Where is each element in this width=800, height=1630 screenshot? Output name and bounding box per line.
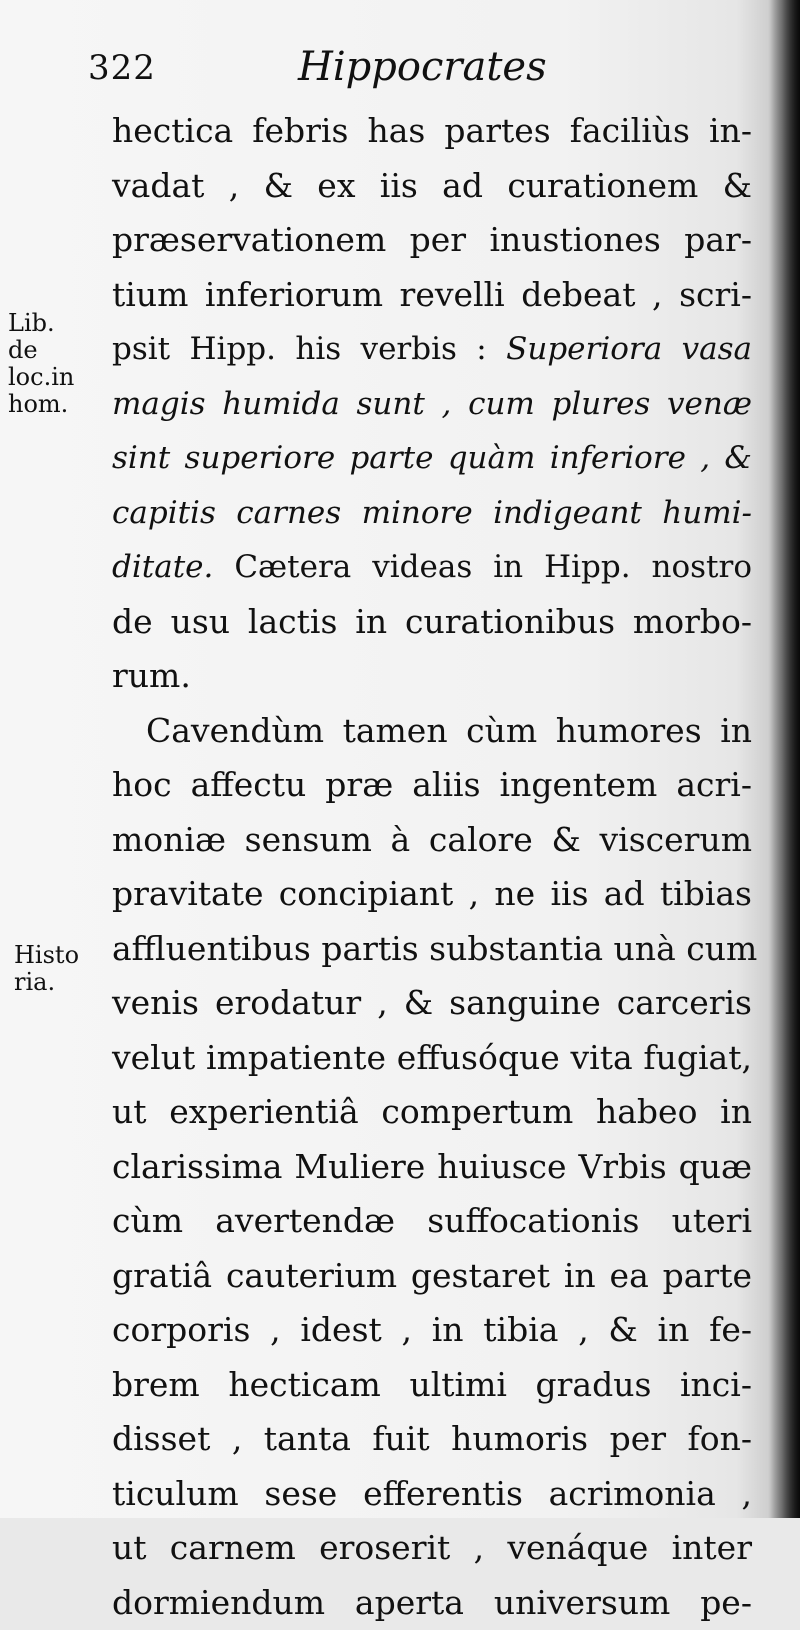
text-line: de usu lactis in curationibus morbo-: [112, 595, 752, 650]
text-line: ut carnem eroserit , venáque inter: [112, 1521, 752, 1576]
body-text: [112, 104, 752, 1630]
page-gutter-shadow: [770, 0, 800, 1518]
text-line: brem hecticam ultimi gradus inci-: [112, 1358, 752, 1413]
text-line: vadat , & ex iis ad curationem &: [112, 159, 752, 214]
text-line: hoc affectu præ aliis ingentem acri-: [112, 758, 752, 813]
quotation-italic: ditate.: [112, 549, 213, 585]
margin-note-line: loc.in: [8, 364, 74, 391]
margin-note-historia: [14, 942, 79, 996]
text-line: Cavendùm tamen cùm humores in: [112, 704, 752, 759]
margin-note-line: Lib.: [8, 310, 74, 337]
quotation-italic: Superiora vasa: [506, 331, 752, 367]
text-line: disset , tanta fuit humoris per fon-: [112, 1412, 752, 1467]
text-line: corporis , idest , in tibia , & in fe-: [112, 1303, 752, 1358]
quotation-line: capitis carnes minore indigeant humi-: [112, 486, 752, 541]
text-line: moniæ sensum à calore & viscerum: [112, 813, 752, 868]
text-line: cùm avertendæ suffocationis uteri: [112, 1194, 752, 1249]
text-line: ticulum sese efferentis acrimonia ,: [112, 1467, 752, 1522]
text-line: tium inferiorum revelli debeat , scri-: [112, 268, 752, 323]
text-roman: Cætera videas in Hipp. nostro: [234, 549, 752, 585]
page-header: [88, 44, 688, 104]
margin-note-line: de: [8, 337, 74, 364]
text-line: rum.: [112, 649, 752, 704]
text-line: clarissima Muliere huiusce Vrbis quæ: [112, 1140, 752, 1195]
text-roman: psit Hipp. his verbis :: [112, 331, 487, 367]
quotation-line: sint superiore parte quàm inferiore , &: [112, 431, 752, 486]
text-line: gratiâ cauterium gestaret in ea parte: [112, 1249, 752, 1304]
text-line: affluentibus partis substantia unà cum: [112, 922, 752, 977]
margin-note-line: Histo: [14, 942, 79, 969]
text-line: ut experientiâ compertum habeo in: [112, 1085, 752, 1140]
margin-note-reference: [8, 310, 74, 418]
text-line: pravitate concipiant , ne iis ad tibias: [112, 867, 752, 922]
text-line: dormiendum aperta universum pe-: [112, 1576, 752, 1630]
text-line: hectica febris has partes faciliùs in-: [112, 104, 752, 159]
margin-note-line: ria.: [14, 969, 79, 996]
text-line: [112, 540, 752, 595]
text-line: præservationem per inustiones par-: [112, 213, 752, 268]
margin-note-line: hom.: [8, 391, 74, 418]
quotation-line: magis humida sunt , cum plures venæ: [112, 377, 752, 432]
page-number: 322: [88, 48, 156, 88]
running-title: Hippocrates: [298, 44, 547, 90]
text-line: velut impatiente effusóque vita fugiat,: [112, 1031, 752, 1086]
text-line: [112, 322, 752, 377]
text-line: venis erodatur , & sanguine carceris: [112, 976, 752, 1031]
